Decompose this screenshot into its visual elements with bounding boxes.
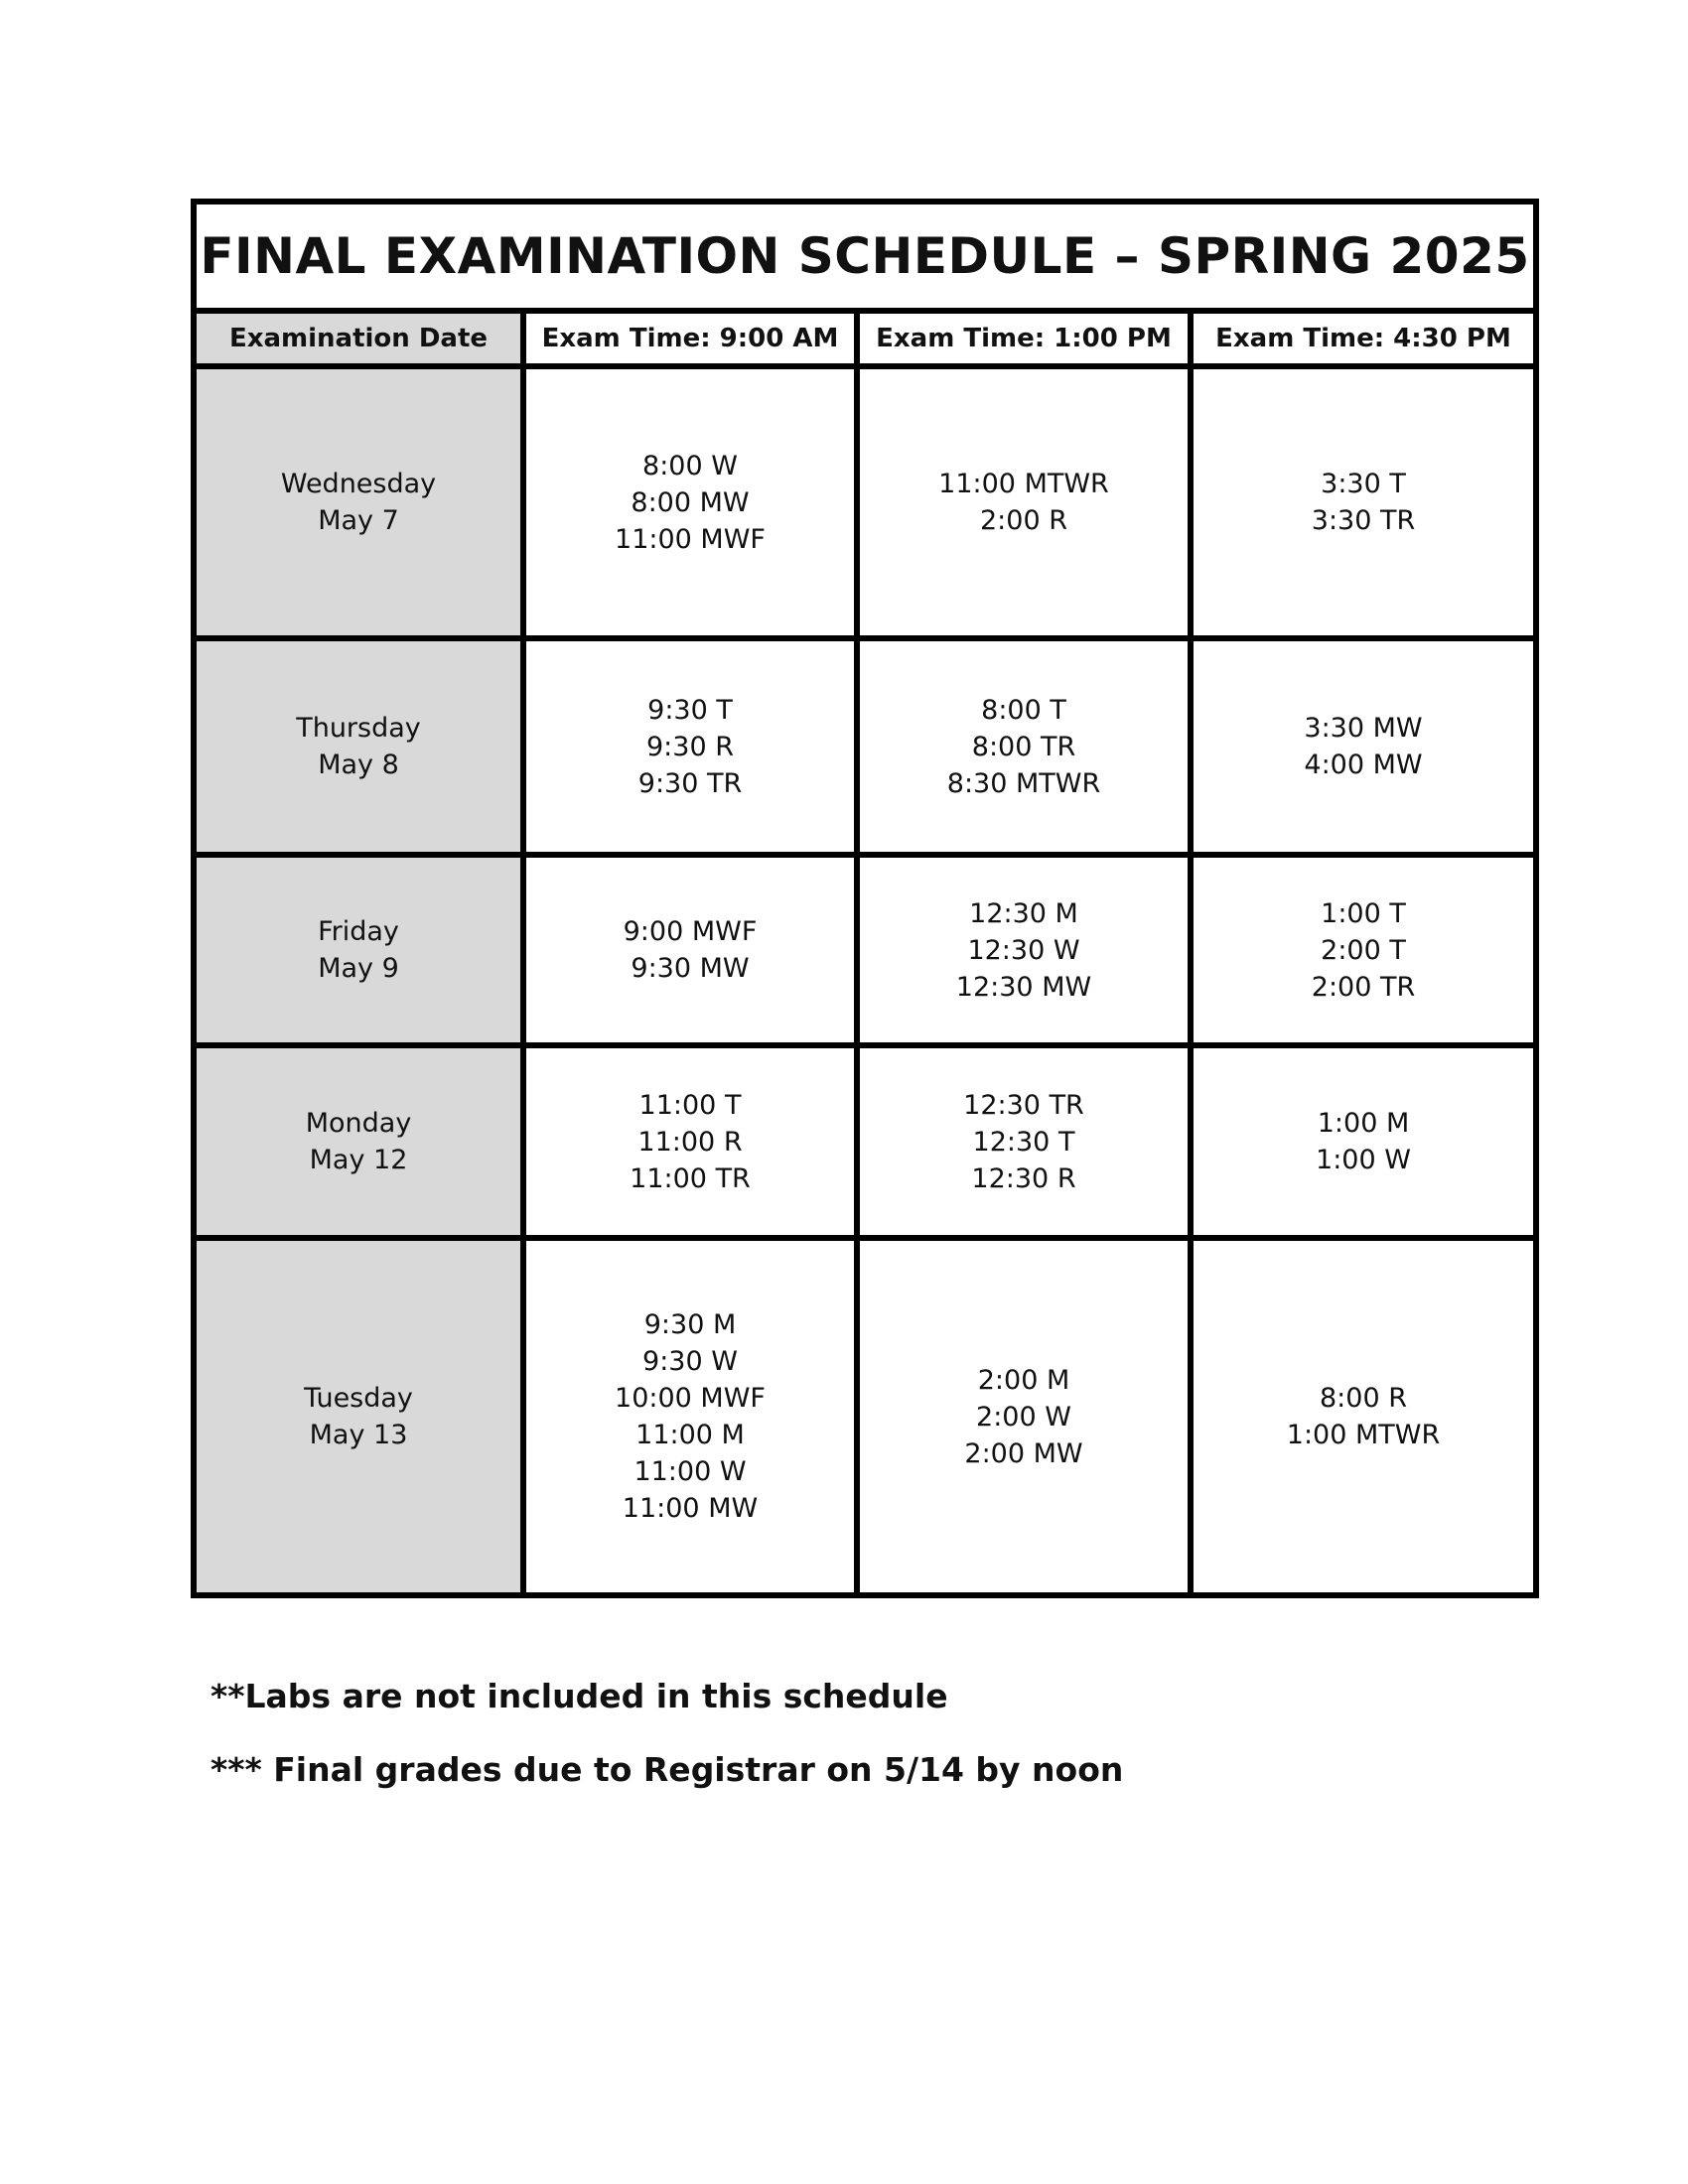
note-labs: **Labs are not included in this schedule <box>211 1677 948 1715</box>
class-time-entry: 9:30 W <box>642 1346 738 1377</box>
class-time-entry: 9:00 MWF <box>623 916 758 947</box>
class-time-entry: 2:00 TR <box>1311 971 1416 1003</box>
exam-slot-cell <box>526 369 860 635</box>
header-exam-time-1pm: Exam Time: 1:00 PM <box>860 314 1194 363</box>
class-time-entry: 1:00 T <box>1321 897 1406 929</box>
date-cell <box>197 1048 526 1235</box>
class-time-entry: 1:00 W <box>1316 1145 1411 1175</box>
class-time-entry: 11:00 TR <box>630 1162 751 1194</box>
header-exam-time-9am: Exam Time: 9:00 AM <box>526 314 860 363</box>
exam-slot-cell <box>1194 1048 1533 1235</box>
class-time-entry: 11:00 W <box>633 1456 747 1487</box>
class-time-entry: 2:00 M <box>977 1364 1070 1396</box>
class-time-entry: 4:00 MW <box>1304 750 1423 780</box>
class-time-entry: 3:30 T <box>1321 469 1406 499</box>
exam-slot-cell <box>860 1048 1194 1235</box>
class-time-entry: 10:00 MWF <box>615 1383 766 1414</box>
schedule-row <box>197 858 1533 1048</box>
class-time-entry: 3:30 TR <box>1311 505 1416 536</box>
schedule-row <box>197 1048 1533 1241</box>
class-time-entry: 9:30 TR <box>637 767 743 799</box>
exam-slot-cell <box>860 1241 1194 1592</box>
class-time-entry: 1:00 M <box>1317 1108 1410 1139</box>
class-time-entry: 3:30 MW <box>1304 713 1423 744</box>
class-time-entry: 12:30 W <box>967 934 1080 966</box>
exam-slot-cell <box>1194 858 1533 1042</box>
class-time-entry: 8:30 MTWR <box>946 767 1101 799</box>
class-time-entry: 11:00 MW <box>622 1493 759 1524</box>
date-cell <box>197 858 526 1042</box>
class-time-entry: 8:00 MW <box>631 486 750 518</box>
schedule-title: FINAL EXAMINATION SCHEDULE – SPRING 2025 <box>197 205 1533 314</box>
date-cell <box>197 369 526 635</box>
weekday-label: Thursday <box>296 713 421 744</box>
class-time-entry: 8:00 R <box>1320 1383 1407 1414</box>
exam-slot-cell <box>1194 641 1533 852</box>
class-time-entry: 2:00 R <box>980 505 1067 536</box>
exam-slot-cell <box>1194 369 1533 635</box>
date-label: May 12 <box>309 1145 408 1175</box>
exam-slot-cell <box>526 641 860 852</box>
class-time-entry: 11:00 MTWR <box>938 469 1109 499</box>
exam-schedule-table <box>191 199 1539 1598</box>
class-time-entry: 12:30 T <box>972 1126 1075 1158</box>
class-time-entry: 11:00 R <box>637 1126 743 1158</box>
exam-slot-cell <box>860 369 1194 635</box>
class-time-entry: 2:00 T <box>1321 934 1406 966</box>
schedule-body <box>197 369 1533 1592</box>
date-label: May 8 <box>318 750 399 780</box>
schedule-row <box>197 641 1533 858</box>
weekday-label: Monday <box>305 1108 412 1139</box>
class-time-entry: 11:00 MWF <box>615 523 766 555</box>
class-time-entry: 12:30 TR <box>963 1089 1084 1121</box>
exam-slot-cell <box>526 1241 860 1592</box>
class-time-entry: 2:00 W <box>976 1401 1071 1433</box>
weekday-label: Wednesday <box>280 469 437 499</box>
date-label: May 13 <box>309 1420 408 1450</box>
class-time-entry: 12:30 MW <box>955 971 1092 1003</box>
class-time-entry: 12:30 R <box>971 1162 1076 1194</box>
class-time-entry: 9:30 T <box>647 694 733 726</box>
exam-slot-cell <box>526 858 860 1042</box>
exam-slot-cell <box>526 1048 860 1235</box>
date-label: May 9 <box>318 953 399 984</box>
exam-slot-cell <box>860 858 1194 1042</box>
class-time-entry: 2:00 MW <box>964 1437 1083 1469</box>
exam-slot-cell <box>1194 1241 1533 1592</box>
schedule-row <box>197 1241 1533 1592</box>
class-time-entry: 8:00 T <box>981 694 1066 726</box>
header-row <box>197 314 1533 369</box>
class-time-entry: 12:30 M <box>969 897 1078 929</box>
class-time-entry: 1:00 MTWR <box>1286 1420 1441 1450</box>
class-time-entry: 9:30 M <box>643 1309 737 1340</box>
class-time-entry: 11:00 M <box>635 1420 745 1450</box>
class-time-entry: 8:00 W <box>642 450 738 481</box>
schedule-row <box>197 369 1533 641</box>
header-examination-date: Examination Date <box>197 314 526 363</box>
class-time-entry: 8:00 TR <box>971 731 1076 762</box>
footnotes <box>211 1660 1123 1807</box>
date-label: May 7 <box>318 505 399 536</box>
class-time-entry: 9:30 R <box>646 731 734 762</box>
note-final-grades: *** Final grades due to Registrar on 5/14 by noon <box>211 1750 1124 1789</box>
header-exam-time-430pm: Exam Time: 4:30 PM <box>1215 324 1511 353</box>
weekday-label: Tuesday <box>304 1383 413 1414</box>
date-cell <box>197 641 526 852</box>
exam-slot-cell <box>860 641 1194 852</box>
date-cell <box>197 1241 526 1592</box>
class-time-entry: 11:00 T <box>638 1089 742 1121</box>
weekday-label: Friday <box>318 916 399 947</box>
class-time-entry: 9:30 MW <box>631 953 750 984</box>
